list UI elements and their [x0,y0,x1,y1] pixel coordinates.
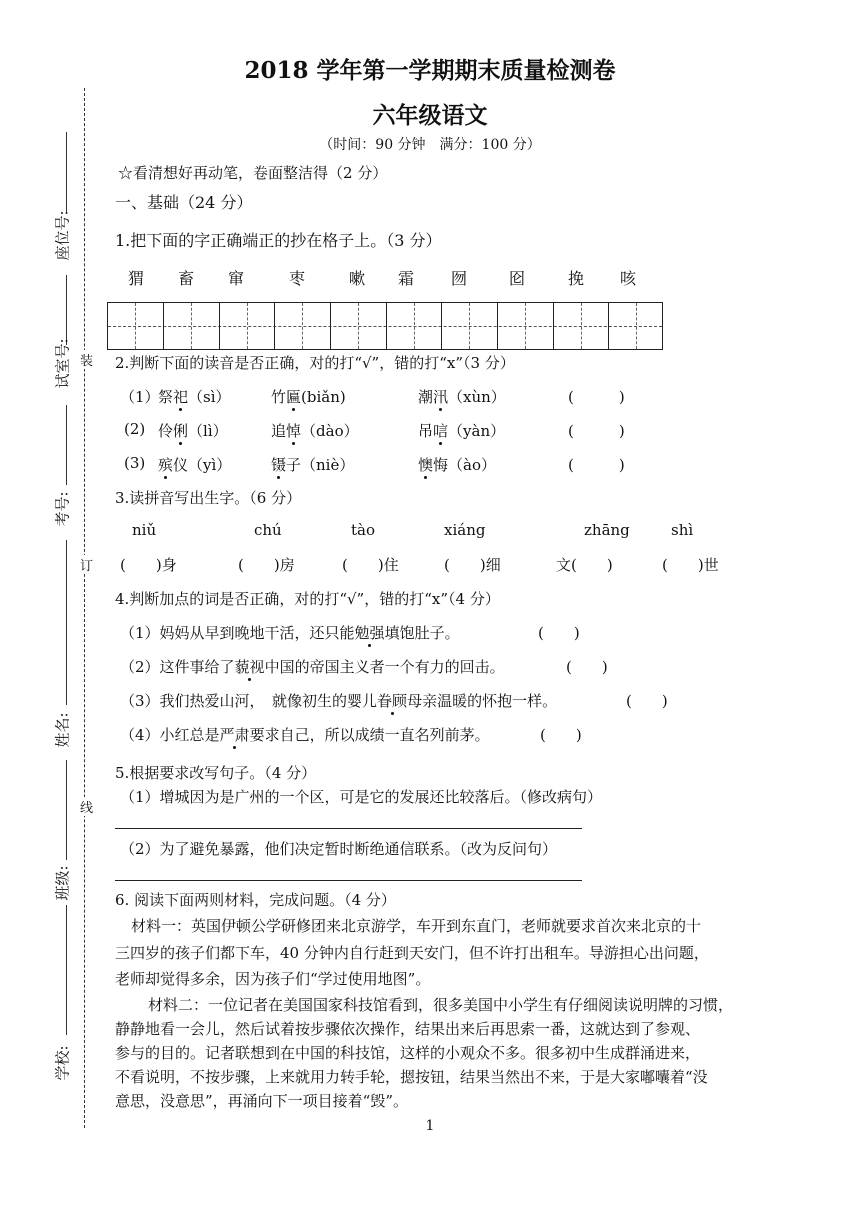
grid-divider [219,303,220,349]
q6-material-1-line: 三四岁的孩子们都下车，40 分钟内自行赶到天安门，但不许打出租车。导游担心出问题， [115,944,709,962]
q5-item-1: （1）增城因为是广州的一个区，可是它的发展还比较落后。（修改病句） [120,788,603,806]
q3-answer[interactable]: ( )世 [662,556,719,574]
q2-title: 2.判断下面的读音是否正确，对的打“√”，错的打“x”（3 分） [115,354,515,372]
seat-label: 座位号: [53,210,72,261]
grid-divider [191,303,192,349]
q3-pinyin: xiáng [444,521,486,539]
q4-item-3: （3）我们热爱山河， 就像初生的婴儿眷顾母亲温暖的怀抱一样。 [120,692,558,710]
q1-char: 猬 [128,269,145,288]
school-label: 学校: [53,1045,72,1081]
q3-answer[interactable]: 文( ) [556,556,613,574]
q2-row-3-a: 殡仪（yì） [158,456,232,474]
grid-divider [525,303,526,349]
q6-material-2-line: 静静地看一会儿，然后试着按步骤依次操作，结果出来后再思索一番，这就达到了参观、 [115,1020,701,1038]
q2-row-2-num: (2) [124,420,146,438]
class-label: 班级: [53,865,72,901]
room-label: 试室号: [53,338,72,389]
q4-item-4-answer[interactable]: ( ) [540,726,582,744]
q2-row-2-c: 吊唁（yàn） [418,422,506,440]
q6-material-2-line: 意思，没意思”，再涌向下一项目接着“毁”。 [115,1092,409,1110]
q4-title: 4.判断加点的词是否正确，对的打“√”，错的打“x”（4 分） [115,590,500,608]
exam-title: 2018 学年第一学期期末质量检测卷 [244,57,616,84]
q2-row-1-c: 潮汛（xùn） [418,388,506,406]
q1-char: 囫 [451,269,468,288]
grid-divider [469,303,470,349]
q6-material-2-line: 材料二：一位记者在美国国家科技馆看到，很多美国中小学生有仔细阅读说明牌的习惯， [148,996,734,1014]
q5-answer-line-1[interactable] [115,828,582,829]
intro-note: ☆看清想好再动笔，卷面整洁得（2 分） [118,164,388,182]
q1-title: 1.把下面的字正确端正的抄在格子上。（3 分） [115,231,442,250]
q4-item-1: （1）妈妈从早到晚地干活，还只能勉强填饱肚子。 [120,624,460,642]
q1-char: 枣 [289,269,306,288]
q1-char: 窜 [228,269,245,288]
writing-grid[interactable] [107,302,663,350]
q1-char: 霜 [398,269,415,288]
q2-row-2-answer[interactable]: ( ) [568,422,625,440]
q2-row-3-answer[interactable]: ( ) [568,456,625,474]
name-line [66,540,67,705]
grid-divider [163,303,164,349]
q4-item-2-answer[interactable]: ( ) [566,658,608,676]
grid-divider [497,303,498,349]
exam-no-label: 考号: [53,491,72,527]
q3-pinyin: shì [671,521,694,539]
q3-pinyin: chú [254,521,282,539]
grid-divider [581,303,582,349]
grid-divider [247,303,248,349]
q6-material-1-line: 材料一：英国伊顿公学研修团来北京游学，车开到东直门，老师就要求首次来北京的十 [131,917,702,935]
q3-answer[interactable]: ( )细 [444,556,501,574]
grid-divider [386,303,387,349]
q3-answer[interactable]: ( )住 [342,556,399,574]
q6-material-1-line: 老师却觉得多余，因为孩子们“学过使用地图”。 [115,970,431,988]
q2-row-2-b: 追悼（dào） [271,422,359,440]
exam-info: （时间：90 分钟 满分：100 分） [319,137,541,153]
q3-pinyin: tào [351,521,376,539]
school-line [66,905,67,1035]
binding-char-zhuang: 装 [80,350,92,369]
room-line [66,275,67,345]
grid-divider [553,303,554,349]
grid-divider [414,303,415,349]
exam-subject: 六年级语文 [372,102,488,129]
q1-char: 挽 [568,269,585,288]
grid-divider [274,303,275,349]
page-number: 1 [425,1118,435,1134]
q4-item-3-answer[interactable]: ( ) [626,692,668,710]
q5-answer-line-2[interactable] [115,880,582,881]
q1-char: 咳 [620,269,637,288]
binding-char-xian: 线 [80,797,92,816]
q3-answer[interactable]: ( )身 [120,556,177,574]
q1-char: 囵 [509,269,526,288]
section-heading: 一、基础（24 分） [115,193,253,212]
grid-divider [636,303,637,349]
exam-no-line [66,405,67,485]
q6-material-2-line: 不看说明，不按步骤，上来就用力转手轮，摁按钮，结果当然出不来，于是大家嘟囔着“没 [115,1068,708,1086]
name-label: 姓名: [53,712,72,748]
q2-row-1-num: （1） [120,388,160,406]
q3-answer[interactable]: ( )房 [238,556,295,574]
q3-pinyin: niǔ [132,521,157,539]
q2-row-3-c: 懊悔（ào） [418,456,496,474]
q6-material-2-line: 参与的目的。记者联想到在中国的科技馆，这样的小观众不多。很多初中生成群涌进来， [115,1044,701,1062]
grid-divider [135,303,136,349]
binding-dashed-line [84,88,85,1128]
q2-row-3-b: 镊子（niè） [271,456,355,474]
q2-row-1-b: 竹匾(biǎn) [271,388,346,406]
q2-row-2-a: 伶俐（lì） [158,422,228,440]
grid-divider [608,303,609,349]
grid-divider [330,303,331,349]
q2-row-1-a: 祭祀（sì） [158,388,231,406]
q2-row-1-answer[interactable]: ( ) [568,388,625,406]
q2-row-3-num: (3) [124,454,146,472]
q5-item-2: （2）为了避免暴露，他们决定暂时断绝通信联系。（改为反问句） [120,840,558,858]
q1-char: 畜 [178,269,195,288]
q5-title: 5.根据要求改写句子。（4 分） [115,764,317,782]
class-line [66,760,67,860]
q3-pinyin: zhāng [584,521,630,539]
q4-item-2: （2）这件事给了藐视中国的帝国主义者一个有力的回击。 [120,658,505,676]
grid-divider [441,303,442,349]
q6-title: 6. 阅读下面两则材料，完成问题。（4 分） [115,891,396,909]
q1-char: 嗽 [349,269,366,288]
q3-title: 3.读拼音写出生字。（6 分） [115,489,302,507]
grid-divider [302,303,303,349]
q4-item-1-answer[interactable]: ( ) [538,624,580,642]
q4-item-4: （4）小红总是严肃要求自己，所以成绩一直名列前茅。 [120,726,490,744]
binding-char-ding: 订 [80,555,92,574]
grid-divider [358,303,359,349]
